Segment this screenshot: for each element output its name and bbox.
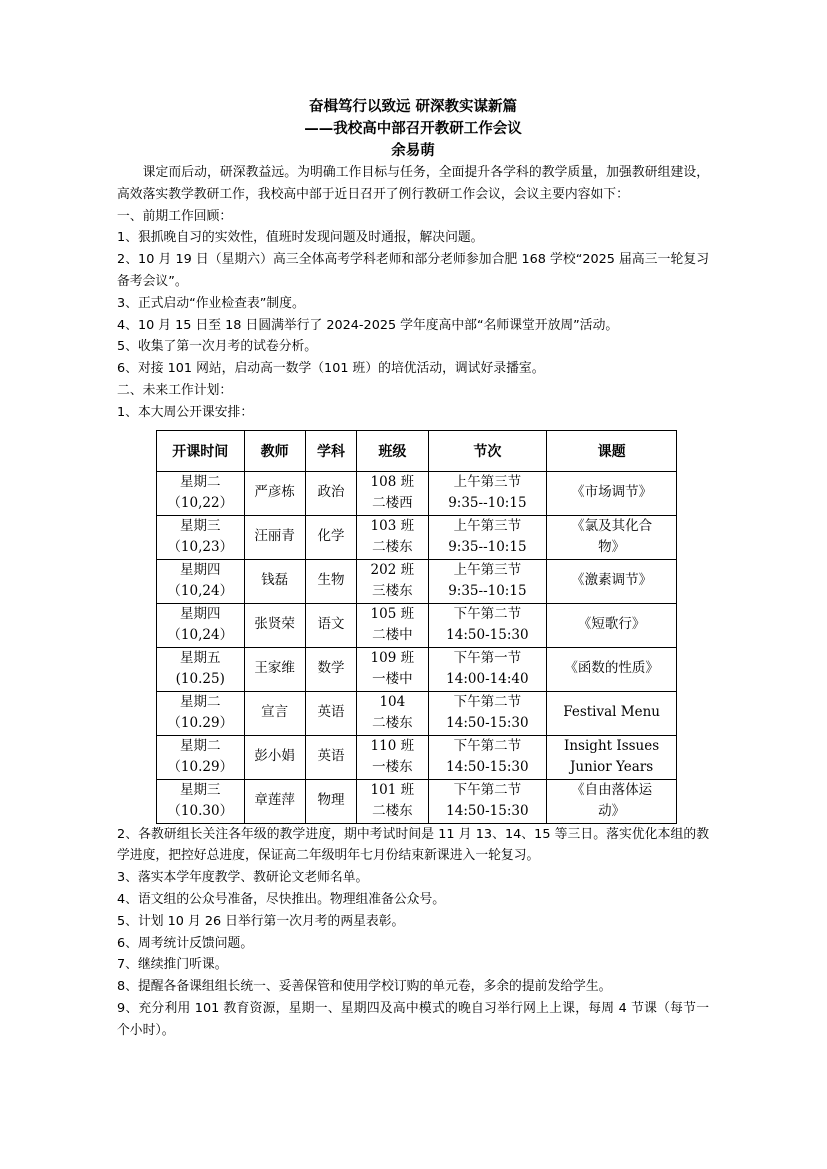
column-header-class: 班级 [357,430,428,471]
section2-item: 3、落实本学年度教学、教研论文老师名单。 [117,870,369,886]
cell-time: 星期三 （10,23） [157,515,245,559]
table-header-row [157,430,677,471]
table-row [157,515,677,559]
cell-time: 星期四 （10,24） [157,603,245,647]
document-page [117,96,709,1042]
cell-time: 星期二 （10.29） [157,691,245,735]
cell-class: 202 班 三楼东 [357,559,428,603]
section2-item: 6、周考统计反馈问题。 [117,935,254,951]
section1-item: 2、10 月 19 日（星期六）高三全体高考学科老师和部分老师参加合肥 168 学校“2025 届高三一轮复习备考会议”。 [117,252,709,289]
cell-teacher: 汪丽青 [244,515,305,559]
cell-subject: 语文 [305,603,356,647]
section2-item: 7、继续推门听课。 [117,957,228,973]
cell-time: 星期三 （10.30） [157,779,245,823]
table-row [157,471,677,515]
cell-topic: Festival Menu [547,691,677,735]
column-header-period: 节次 [428,430,547,471]
section2-item: 1、本大周公开课安排： [117,404,254,420]
cell-period: 上午第三节 9:35--10:15 [428,471,547,515]
cell-teacher: 彭小娟 [244,735,305,779]
cell-time: 星期二 （10,22） [157,471,245,515]
section2-heading: 二、未来工作计划： [117,382,233,398]
cell-subject: 物理 [305,779,356,823]
cell-topic: 《短歌行》 [547,603,677,647]
cell-class: 101 班 二楼东 [357,779,428,823]
cell-subject: 化学 [305,515,356,559]
column-header-topic: 课题 [547,430,677,471]
cell-topic: 《自由落体运 动》 [547,779,677,823]
cell-class: 104 二楼东 [357,691,428,735]
cell-topic: 《市场调节》 [547,471,677,515]
cell-teacher: 张贤荣 [244,603,305,647]
column-header-teacher: 教师 [244,430,305,471]
table-row [157,647,677,691]
cell-period: 下午第二节 14:50-15:30 [428,603,547,647]
cell-teacher: 王家维 [244,647,305,691]
cell-period: 下午第二节 14:50-15:30 [428,779,547,823]
cell-class: 110 班 一楼东 [357,735,428,779]
cell-topic: 《激素调节》 [547,559,677,603]
cell-period: 下午第一节 14:00-14:40 [428,647,547,691]
section2-item: 5、计划 10 月 26 日举行第一次月考的两星表彰。 [117,913,405,929]
column-header-time: 开课时间 [157,430,245,471]
cell-topic: 《函数的性质》 [547,647,677,691]
cell-period: 下午第二节 14:50-15:30 [428,735,547,779]
cell-time: 星期二 （10.29） [157,735,245,779]
cell-subject: 数学 [305,647,356,691]
cell-time: 星期五 (10.25) [157,647,245,691]
cell-teacher: 章莲萍 [244,779,305,823]
cell-teacher: 严彦栋 [244,471,305,515]
open-class-schedule-table [156,430,677,824]
cell-class: 109 班 一楼中 [357,647,428,691]
table-row [157,559,677,603]
cell-topic: 《氯及其化合 物》 [547,515,677,559]
cell-subject: 英语 [305,691,356,735]
cell-subject: 英语 [305,735,356,779]
table-row [157,735,677,779]
cell-class: 108 班 二楼西 [357,471,428,515]
document-title: 奋楫笃行以致远 研深教实谋新篇 [308,99,518,115]
cell-subject: 生物 [305,559,356,603]
section1-item: 3、正式启动“作业检查表”制度。 [117,295,305,311]
section1-item: 6、对接 101 网站，启动高一数学（101 班）的培优活动，调试好录播室。 [117,361,545,377]
section1-item: 4、10 月 15 日至 18 日圆满举行了 2024-2025 学年度高中部“名师课堂开放周”活动。 [117,317,619,333]
cell-teacher: 钱磊 [244,559,305,603]
intro-paragraph: 课定而后动，研深教益远。为明确工作目标与任务，全面提升各学科的教学质量，加强教研组建设，高效落实教学教研工作，我校高中部于近日召开了例行教研工作会议，会议主要内容如下： [117,165,709,202]
section1-heading: 一、前期工作回顾： [117,208,233,224]
column-header-subject: 学科 [305,430,356,471]
cell-period: 下午第二节 14:50-15:30 [428,691,547,735]
cell-topic: Insight Issues Junior Years [547,735,677,779]
section1-item: 1、狠抓晚自习的实效性，值班时发现问题及时通报，解决问题。 [117,230,484,246]
section2-item: 8、提醒各备课组组长统一、妥善保管和使用学校订购的单元卷，多余的提前发给学生。 [117,979,612,995]
section2-item: 9、充分利用 101 教育资源，星期一、星期四及高中模式的晚自习举行网上上课，每周 4 节课（每节一个小时）。 [117,1000,709,1038]
document-author: 余易萌 [391,143,435,159]
cell-period: 上午第三节 9:35--10:15 [428,515,547,559]
cell-time: 星期四 （10,24） [157,559,245,603]
document-subtitle: ——我校高中部召开教研工作会议 [304,121,522,137]
table-row [157,691,677,735]
section2-item: 2、各教研组长关注各年级的教学进度，期中考试时间是 11 月 13、14、15 等三日。落实优化本组的教学进度，把控好总进度，保证高二年级明年七月份结束新课进入一轮复习。 [117,826,709,864]
table-row [157,603,677,647]
section1-item: 5、收集了第一次月考的试卷分析。 [117,339,318,355]
cell-teacher: 宣言 [244,691,305,735]
cell-class: 103 班 二楼东 [357,515,428,559]
section2-item: 4、语文组的公众号准备，尽快推出。物理组准备公众号。 [117,891,446,907]
table-row [157,779,677,823]
cell-class: 105 班 二楼中 [357,603,428,647]
cell-period: 上午第三节 9:35--10:15 [428,559,547,603]
cell-subject: 政治 [305,471,356,515]
